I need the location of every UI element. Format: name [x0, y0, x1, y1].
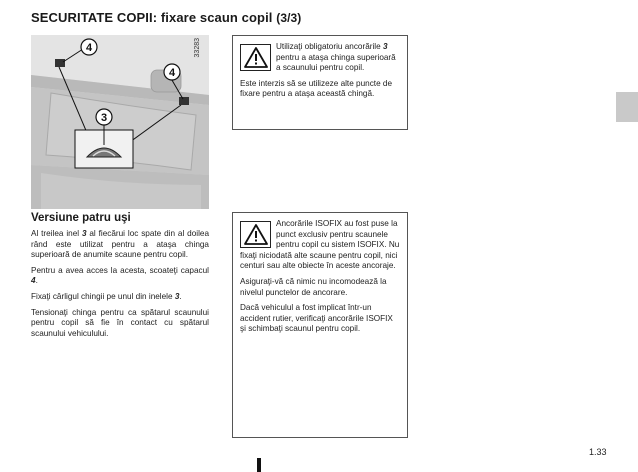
page-title-part: (3/3)	[276, 11, 302, 25]
chapter-tab	[616, 92, 638, 122]
warning-paragraph: Utilizaţi obligatoriu ancorările 3 pentru a ataşa chinga superioară a scaunului pentru copil.	[276, 42, 396, 73]
warning-paragraph: Dacă vehiculul a fost implicat într-un accident rutier, verificaţi ancorările ISOFIX şi schimbaţi scaunul pentru copil.	[240, 303, 393, 334]
warning-triangle-icon	[240, 44, 271, 71]
section-paragraph: Tensionaţi chinga pentru ca spătarul scaunului pentru copil să fie în contact cu spătarul scaunului vehiculului.	[31, 307, 209, 338]
callout-4-left: 4	[85, 42, 93, 54]
page-crop-mark	[257, 458, 261, 472]
anchor-cover-right	[179, 97, 189, 105]
section-body	[31, 229, 209, 344]
warning-paragraph: Ancorările ISOFIX au fost puse la punct exclusiv pentru scaunele pentru copil cu sistem ISOFIX. Nu fixaţi niciodată alte scaune pentru copil, nici centuri sau alte obiecte în aceste ancoraje.	[240, 219, 400, 271]
figure-id: 33283	[194, 38, 201, 58]
warning-paragraph: Asiguraţi-vă că nimic nu incomodează la nivelul punctelor de ancorare.	[240, 276, 387, 297]
callout-4-right: 4	[168, 67, 176, 79]
warning-box-anchors	[232, 35, 408, 130]
section-heading: Versiune patru uşi	[31, 212, 131, 224]
page-number: 1.33	[589, 447, 607, 457]
callout-3: 3	[100, 112, 108, 124]
section-paragraph: Al treilea inel 3 al fiecărui loc spate din al doilea rând este utilizat pentru a ataşa chinga superioară de anumite scaune pentru copil.	[31, 229, 209, 260]
warning-paragraph: Este interzis să se utilizeze alte puncte de fixare pentru a ataşa această chingă.	[240, 78, 393, 99]
rear-seat-drawing	[31, 35, 209, 209]
warning-box-isofix	[232, 212, 408, 438]
warning-triangle-icon	[240, 221, 271, 248]
section-paragraph: Fixaţi cârligul chingii pe unul din inelele 3.	[31, 291, 182, 301]
rear-seat-anchor-illustration	[31, 35, 209, 209]
anchor-cover-left	[55, 59, 65, 67]
page-title-main: SECURITATE COPII: fixare scaun copil	[31, 10, 273, 25]
page-title	[31, 10, 301, 25]
section-paragraph: Pentru a avea acces la acesta, scoateţi capacul 4.	[31, 265, 209, 286]
